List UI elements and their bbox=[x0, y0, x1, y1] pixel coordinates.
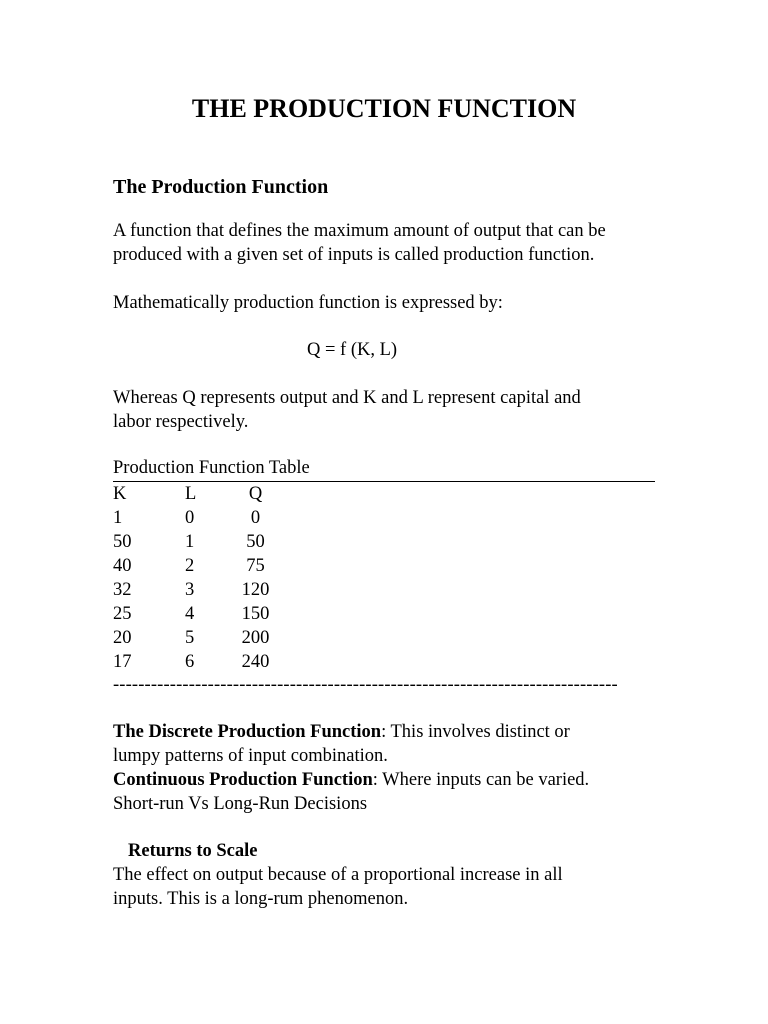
definition-paragraph-line-2: produced with a given set of inputs is called production function. bbox=[113, 245, 595, 265]
returns-to-scale-heading: Returns to Scale bbox=[128, 841, 258, 861]
header-l: L bbox=[185, 484, 197, 504]
definition-paragraph-line-1: A function that defines the maximum amount of output that can be bbox=[113, 221, 606, 241]
returns-paragraph-line-2: inputs. This is a long-rum phenomenon. bbox=[113, 889, 409, 909]
cell-q: 50 bbox=[246, 532, 265, 552]
cell-k: 1 bbox=[113, 508, 123, 528]
cell-q: 75 bbox=[246, 556, 265, 576]
cell-l: 3 bbox=[185, 580, 195, 600]
cell-k: 50 bbox=[113, 532, 132, 552]
cell-q: 150 bbox=[241, 604, 270, 624]
cell-k: 17 bbox=[113, 652, 132, 672]
cell-l: 5 bbox=[185, 628, 195, 648]
whereas-paragraph-line-2: labor respectively. bbox=[113, 412, 249, 432]
discrete-paragraph-line-1 bbox=[113, 720, 673, 744]
cell-k: 32 bbox=[113, 580, 132, 600]
discrete-term: The Discrete Production Function bbox=[113, 722, 382, 742]
table-row bbox=[113, 578, 278, 602]
header-q: Q bbox=[248, 484, 263, 504]
discrete-description: : This involves distinct or bbox=[381, 722, 570, 742]
discrete-paragraph-line-2: lumpy patterns of input combination. bbox=[113, 746, 388, 766]
short-long-run-text: Short-run Vs Long-Run Decisions bbox=[113, 794, 368, 814]
section-heading: The Production Function bbox=[113, 176, 329, 198]
returns-paragraph-line-1: The effect on output because of a proportional increase in all bbox=[113, 865, 563, 885]
cell-q: 200 bbox=[241, 628, 270, 648]
table-row bbox=[113, 650, 278, 674]
cell-k: 25 bbox=[113, 604, 132, 624]
production-table bbox=[113, 482, 278, 674]
table-header-row bbox=[113, 482, 278, 506]
table-dashed-rule: -------------------------------------------------------------------------------- bbox=[113, 675, 618, 695]
cell-k: 40 bbox=[113, 556, 132, 576]
whereas-paragraph-line-1: Whereas Q represents output and K and L represent capital and bbox=[113, 388, 581, 408]
continuous-description: : Where inputs can be varied. bbox=[372, 770, 590, 790]
table-row bbox=[113, 626, 278, 650]
cell-q: 0 bbox=[250, 508, 261, 528]
page-title: THE PRODUCTION FUNCTION bbox=[191, 94, 577, 123]
table-row bbox=[113, 602, 278, 626]
table-caption: Production Function Table bbox=[113, 458, 310, 478]
cell-l: 4 bbox=[185, 604, 195, 624]
cell-k: 20 bbox=[113, 628, 132, 648]
math-intro-text: Mathematically production function is expressed by: bbox=[113, 293, 503, 313]
cell-q: 240 bbox=[241, 652, 270, 672]
continuous-term: Continuous Production Function bbox=[113, 770, 373, 790]
table-row bbox=[113, 554, 278, 578]
cell-l: 0 bbox=[185, 508, 195, 528]
cell-l: 6 bbox=[185, 652, 195, 672]
cell-q: 120 bbox=[241, 580, 270, 600]
cell-l: 2 bbox=[185, 556, 195, 576]
table-row bbox=[113, 506, 278, 530]
continuous-paragraph bbox=[113, 768, 673, 792]
table-row bbox=[113, 530, 278, 554]
production-formula: Q = f (K, L) bbox=[307, 340, 398, 360]
header-k: K bbox=[113, 484, 127, 504]
cell-l: 1 bbox=[185, 532, 195, 552]
